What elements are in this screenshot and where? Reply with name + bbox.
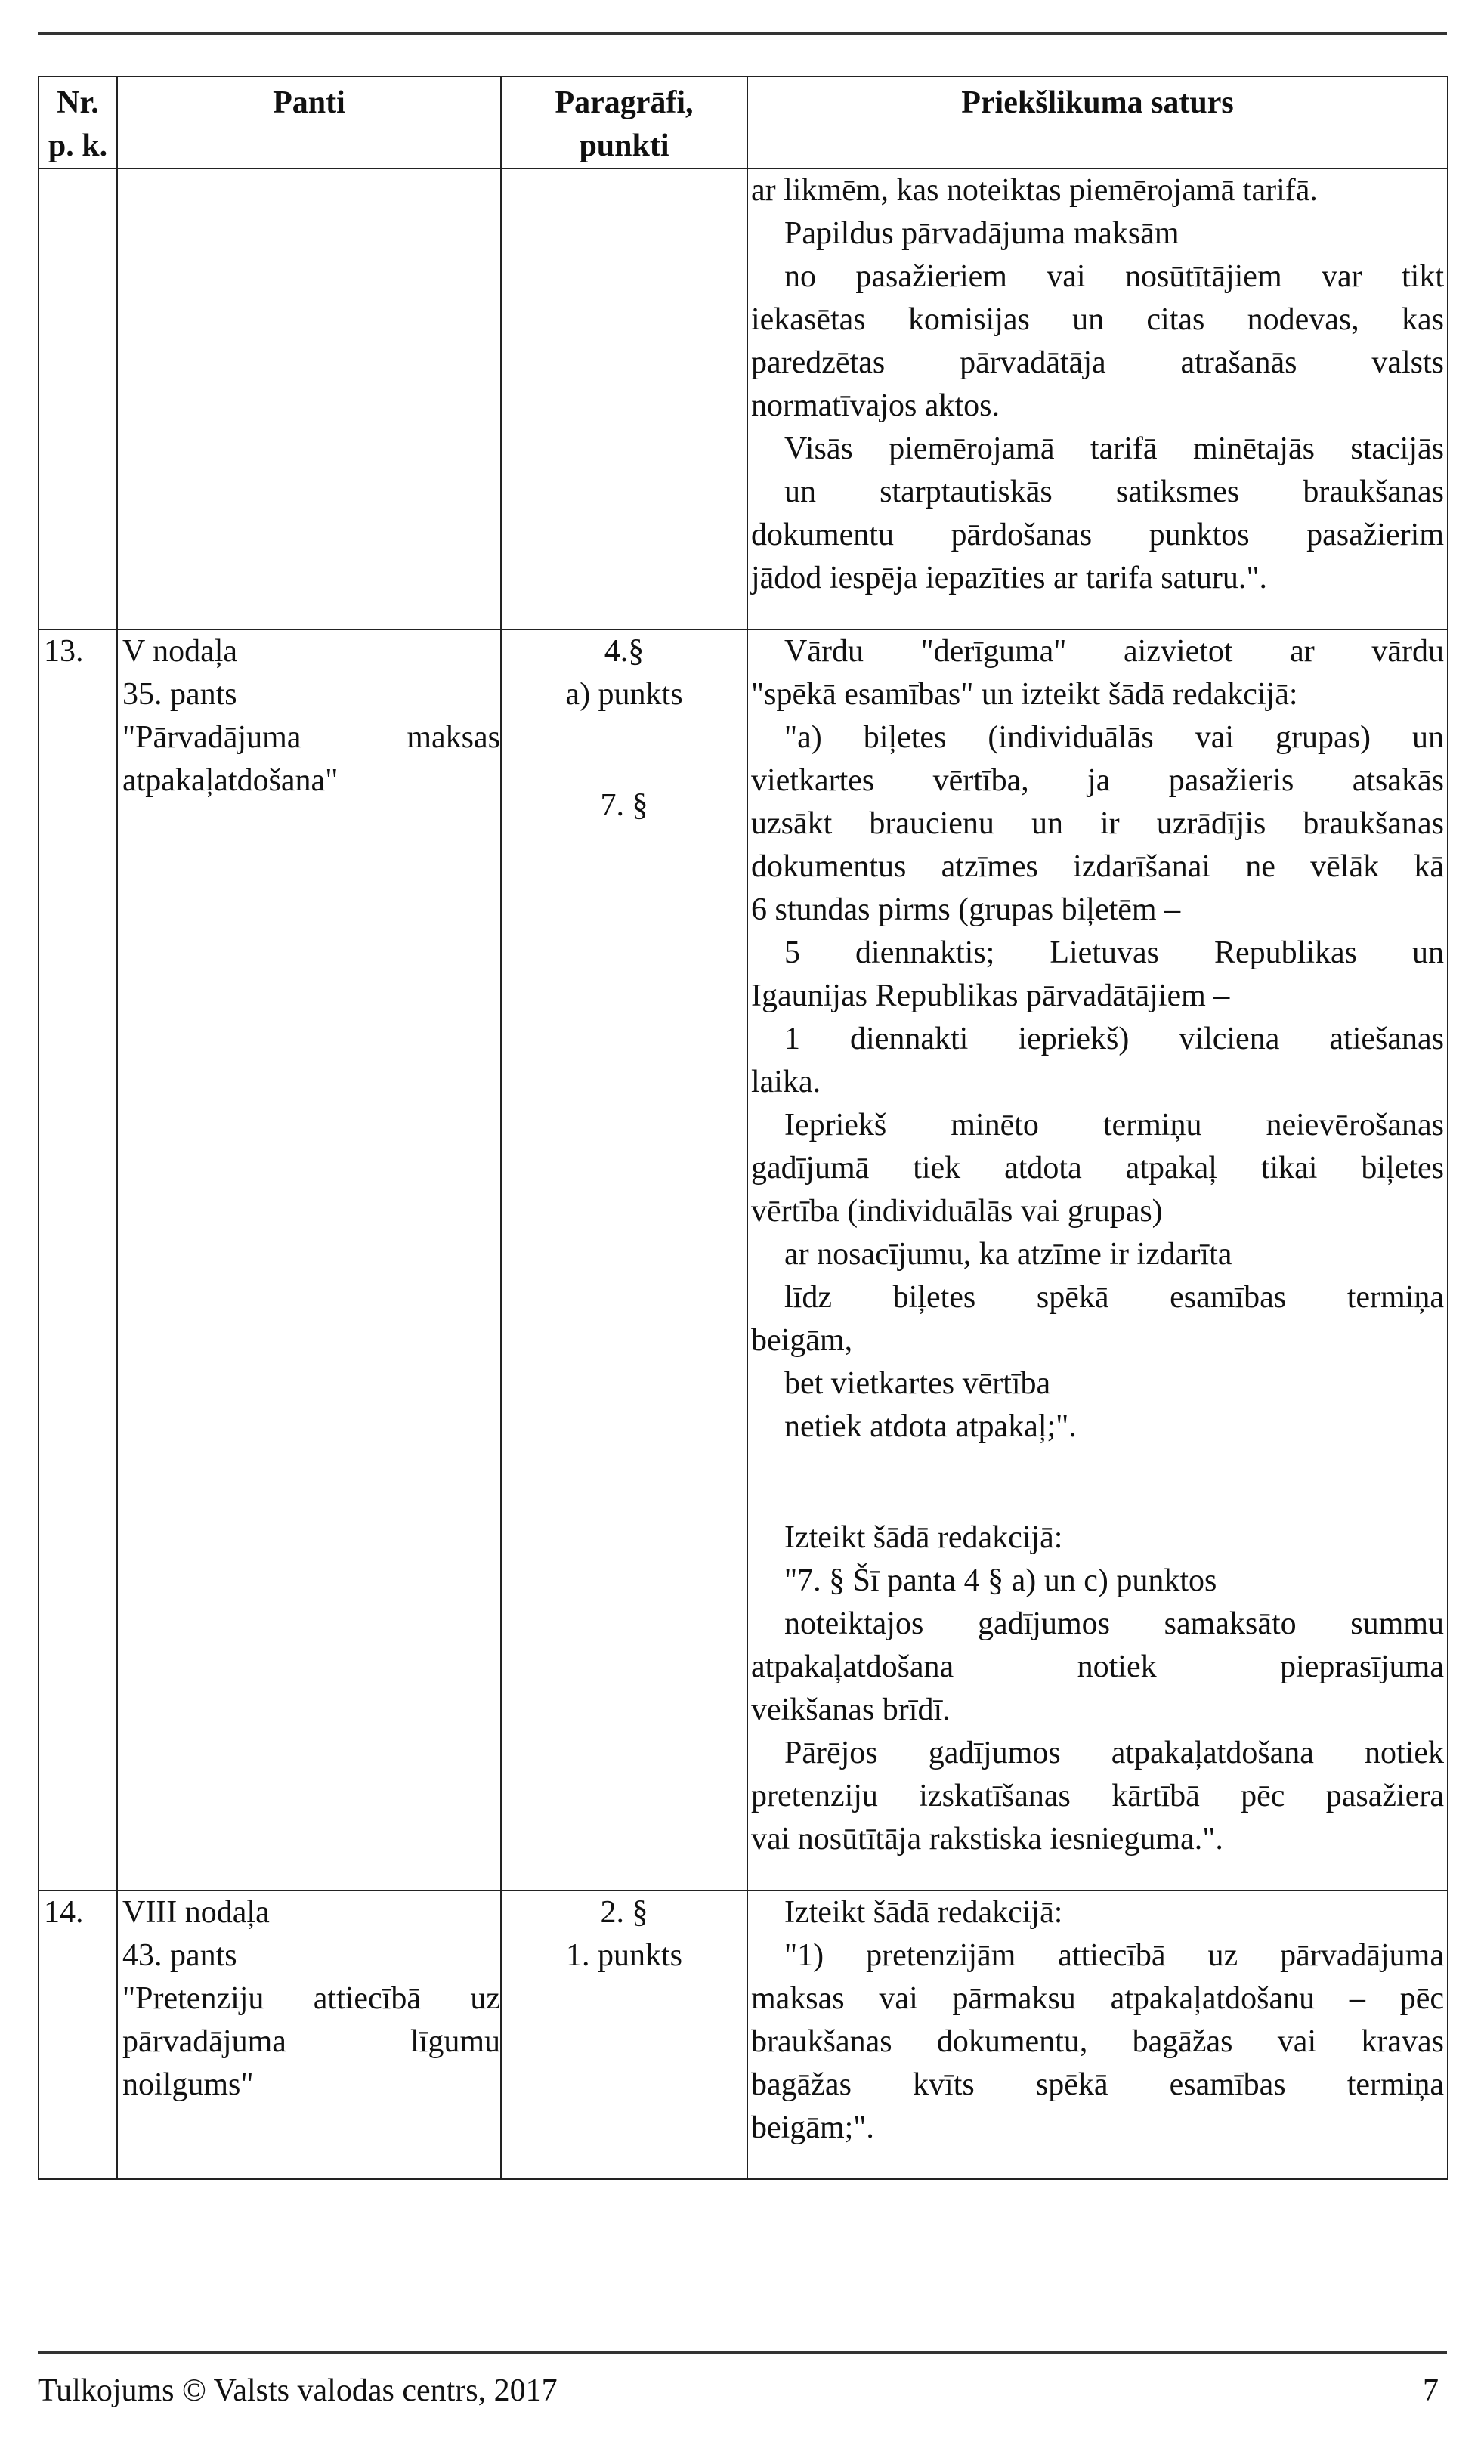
paragraph-reference [501,168,747,629]
proposal-line: vietkartes vērtība, ja pasažieris atsakās [751,763,1444,798]
paragraph-label-line: 7. § [600,788,648,823]
proposal-block [751,1516,1444,1861]
row-number: 14. [39,1891,117,2179]
article-line: noilgums" [122,2067,254,2102]
table-row [39,168,1448,629]
proposal-line: beigām, [751,1323,853,1358]
page-number: 7 [1423,2373,1439,2408]
proposal-line: vērtība (individuālās vai grupas) [751,1194,1163,1229]
proposal-line: ar likmēm, kas noteiktas piemērojamā tarifā. [751,173,1318,208]
proposal-line: bet vietkartes vērtība [784,1366,1051,1401]
proposal-line: līdz biļetes spēkā esamības termiņa [784,1280,1444,1315]
proposal-line: netiek atdota atpakaļ;". [784,1409,1077,1444]
paragraph-label-line: a) punkts [565,677,683,712]
proposal-line: 1 diennakti iepriekš) vilciena atiešanas [784,1022,1444,1056]
proposal-line: dokumentu pārdošanas punktos pasažierim [751,518,1444,552]
header-nr: Nr. p. k. [39,76,117,168]
proposal-line: braukšanas dokumentu, bagāžas vai kravas [751,2024,1444,2059]
proposal-line: beigām;". [751,2110,874,2145]
article-reference [117,629,501,1891]
row-number [39,168,117,629]
table-row [39,629,1448,1891]
table-row [39,1891,1448,2179]
bottom-rule [38,2351,1447,2354]
proposal-line: Visās piemērojamā tarifā minētajās stacijās [784,431,1444,466]
proposal-line: laika. [751,1065,821,1099]
proposal-line: Izteikt šādā redakcijā: [784,1895,1063,1930]
proposal-block [751,169,1444,600]
proposal-line: un starptautiskās satiksmes braukšanas [784,475,1444,509]
proposal-line: iekasētas komisijas un citas nodevas, kas [751,302,1444,337]
proposal-line: 5 diennaktis; Lietuvas Republikas un [784,935,1444,970]
proposal-content [747,168,1448,629]
paragraph-label-line: 1. punkts [565,1938,682,1973]
proposal-line: veikšanas brīdī. [751,1693,951,1727]
proposal-line: 6 stundas pirms (grupas biļetēm – [751,892,1181,927]
footer-translation-credit: Tulkojums © Valsts valodas centrs, 2017 [38,2373,558,2408]
proposal-line: Igaunijas Republikas pārvadātājiem – [751,978,1230,1013]
proposal-line: "7. § Šī panta 4 § a) un c) punktos [784,1563,1217,1598]
article-line: pārvadājuma līgumu [122,2024,500,2059]
paragraph-label-line: 4.§ [604,634,645,669]
proposal-line: atpakaļatdošana notiek pieprasījuma [751,1649,1444,1684]
proposal-line: Iepriekš minēto termiņu neievērošanas [784,1108,1444,1142]
proposal-content [747,629,1448,1891]
paragraph-label [502,630,747,716]
article-line: "Pārvadājuma maksas [122,720,500,755]
paragraph-label [502,784,747,827]
article-line: atpakaļatdošana" [122,763,339,798]
header-panti: Panti [117,76,501,168]
table-header-row [39,76,1448,168]
article-reference [117,1891,501,2179]
header-saturs: Priekšlikuma saturs [747,76,1448,168]
paragraph-reference [501,1891,747,2179]
article-line: 43. pants [122,1938,237,1973]
proposal-line: bagāžas kvīts spēkā esamības termiņa [751,2067,1444,2102]
article-line: VIII nodaļa [122,1895,270,1930]
article-reference [117,168,501,629]
proposal-line: uzsākt braucienu un ir uzrādījis braukšanas [751,806,1444,841]
header-paragrafi: Paragrāfi, punkti [501,76,747,168]
proposal-line: vai nosūtītāja rakstiska iesnieguma.". [751,1822,1223,1857]
proposal-line: paredzētas pārvadātāja atrašanās valsts [751,345,1444,380]
proposal-content [747,1891,1448,2179]
proposal-line: "1) pretenzijām attiecībā uz pārvadājuma [784,1938,1444,1973]
proposal-line: Vārdu "derīguma" aizvietot ar vārdu [784,634,1444,669]
proposal-line: jādod iespēja iepazīties ar tarifa saturu.". [751,561,1268,595]
proposal-line: noteiktajos gadījumos samaksāto summu [784,1606,1444,1641]
article-line: 35. pants [122,677,237,712]
top-rule [38,32,1447,35]
row-number: 13. [39,629,117,1891]
paragraph-label-line: 2. § [600,1895,648,1930]
amendments-table [38,76,1448,2180]
proposal-line: no pasažieriem vai nosūtītājiem var tikt [784,259,1444,294]
table-body [39,168,1448,2179]
paragraph-reference [501,629,747,1891]
proposal-line: Izteikt šādā redakcijā: [784,1520,1063,1555]
proposal-line: gadījumā tiek atdota atpakaļ tikai biļetes [751,1151,1444,1186]
article-line: "Pretenziju attiecībā uz [122,1981,500,2016]
article-line: V nodaļa [122,634,238,669]
proposal-block [751,1891,1444,2150]
proposal-line: "a) biļetes (individuālās vai grupas) un [784,720,1444,755]
proposal-block [751,630,1444,1448]
proposal-line: Papildus pārvadājuma maksām [784,216,1179,251]
proposal-line: pretenziju izskatīšanas kārtībā pēc pasažiera [751,1779,1444,1813]
proposal-line: Pārējos gadījumos atpakaļatdošana notiek [784,1736,1444,1770]
proposal-line: maksas vai pārmaksu atpakaļatdošanu – pēc [751,1981,1444,2016]
proposal-line: "spēkā esamības" un izteikt šādā redakcijā: [751,677,1298,712]
proposal-line: ar nosacījumu, ka atzīme ir izdarīta [784,1237,1232,1272]
proposal-line: dokumentus atzīmes izdarīšanai ne vēlāk kā [751,849,1444,884]
proposal-line: normatīvajos aktos. [751,388,1000,423]
paragraph-label [502,1891,747,1977]
